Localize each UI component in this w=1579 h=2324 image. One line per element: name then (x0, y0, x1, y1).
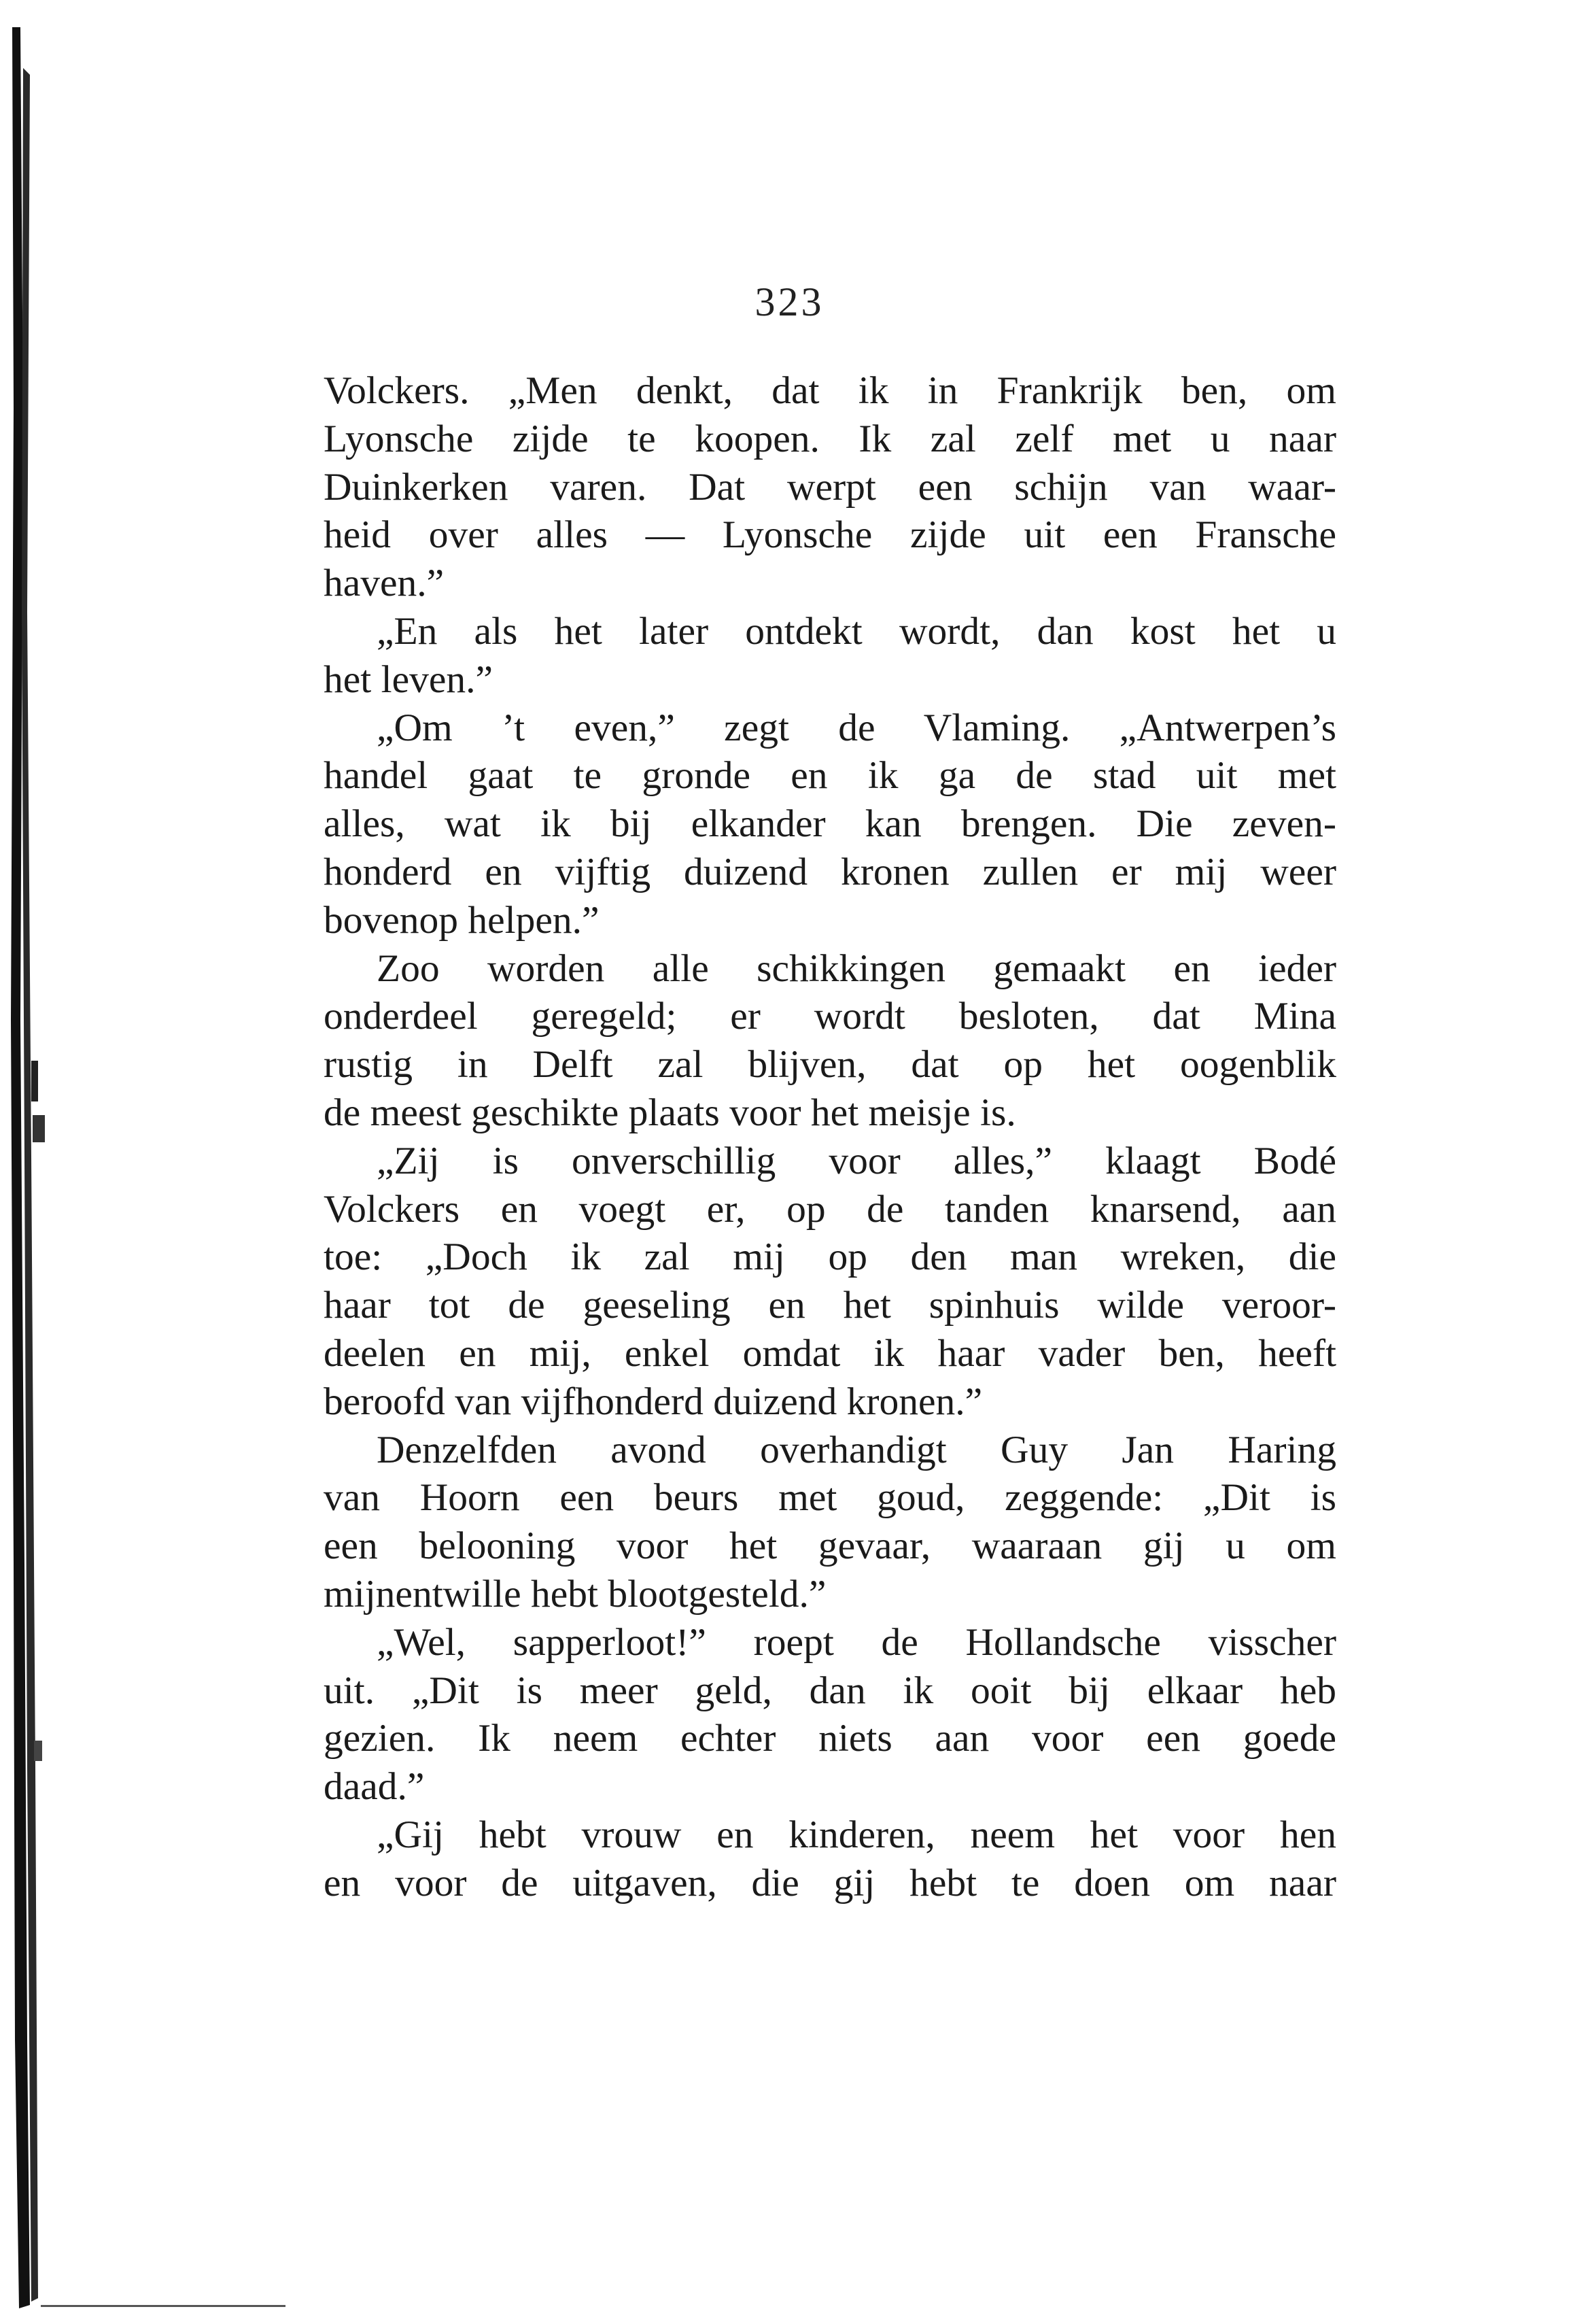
text-line: gezien. Ik neem echter niets aan voor een goede (324, 1717, 1336, 1760)
text-line: heid over alles — Lyonsche zijde uit een Fransche (324, 513, 1336, 557)
text-line: Volckers en voegt er, op de tanden knarsend, aan (324, 1187, 1336, 1231)
text-line: „Wel, sapperloot!” roept de Hollandsche visscher (377, 1620, 1336, 1664)
text-line: haven.” (324, 562, 445, 605)
text-line: mijnentwille hebt blootgesteld.” (324, 1572, 827, 1616)
text-line: toe: „Doch ik zal mij op den man wreken, die (324, 1235, 1336, 1279)
book-spine-edge (0, 0, 48, 2324)
text-line: „Om ’t even,” zegt de Vlaming. „Antwerpen’s (377, 706, 1336, 749)
text-line: een belooning voor het gevaar, waaraan gij u om (324, 1524, 1336, 1568)
text-line: deelen en mij, enkel omdat ik haar vader ben, heeft (324, 1331, 1336, 1375)
text-line: beroofd van vijfhonderd duizend kronen.” (324, 1380, 983, 1423)
text-line: uit. „Dit is meer geld, dan ik ooit bij elkaar heb (324, 1669, 1336, 1712)
page-bottom-edge (41, 2304, 285, 2309)
text-line: het leven.” (324, 657, 493, 701)
text-line: handel gaat te gronde en ik ga de stad uit met (324, 754, 1336, 798)
text-line: van Hoorn een beurs met goud, zeggende: „Dit is (324, 1476, 1336, 1520)
page-number: 323 (754, 279, 825, 324)
text-line: daad.” (324, 1765, 425, 1809)
text-line: „Zij is onverschillig voor alles,” klaagt Bodé (377, 1139, 1336, 1182)
text-line: haar tot de geeseling en het spinhuis wilde veroor- (324, 1284, 1336, 1327)
text-line: onderdeel geregeld; er wordt besloten, dat Mina (324, 995, 1336, 1038)
text-line: alles, wat ik bij elkander kan brengen. Die zeven- (324, 802, 1336, 846)
text-line: „Gij hebt vrouw en kinderen, neem het voor hen (377, 1813, 1336, 1856)
text-line: bovenop helpen.” (324, 898, 600, 942)
text-line: „En als het later ontdekt wordt, dan kost het u (377, 609, 1336, 653)
text-line: Lyonsche zijde te koopen. Ik zal zelf met u naar (324, 417, 1336, 460)
text-line: Duinkerken varen. Dat werpt een schijn van waar- (324, 465, 1336, 509)
text-line: rustig in Delft zal blijven, dat op het oogenblik (324, 1043, 1336, 1087)
text-line: de meest geschikte plaats voor het meisje is. (324, 1091, 1016, 1134)
text-line: Zoo worden alle schikkingen gemaakt en ieder (377, 946, 1336, 990)
text-line: Denzelfden avond overhandigt Guy Jan Haring (377, 1428, 1336, 1471)
body-text (324, 367, 1336, 1908)
text-line: honderd en vijftig duizend kronen zullen er mij weer (324, 850, 1336, 893)
text-line: en voor de uitgaven, die gij hebt te doen om naar (324, 1861, 1336, 1904)
text-line: Volckers. „Men denkt, dat ik in Frankrijk ben, om (324, 369, 1336, 412)
